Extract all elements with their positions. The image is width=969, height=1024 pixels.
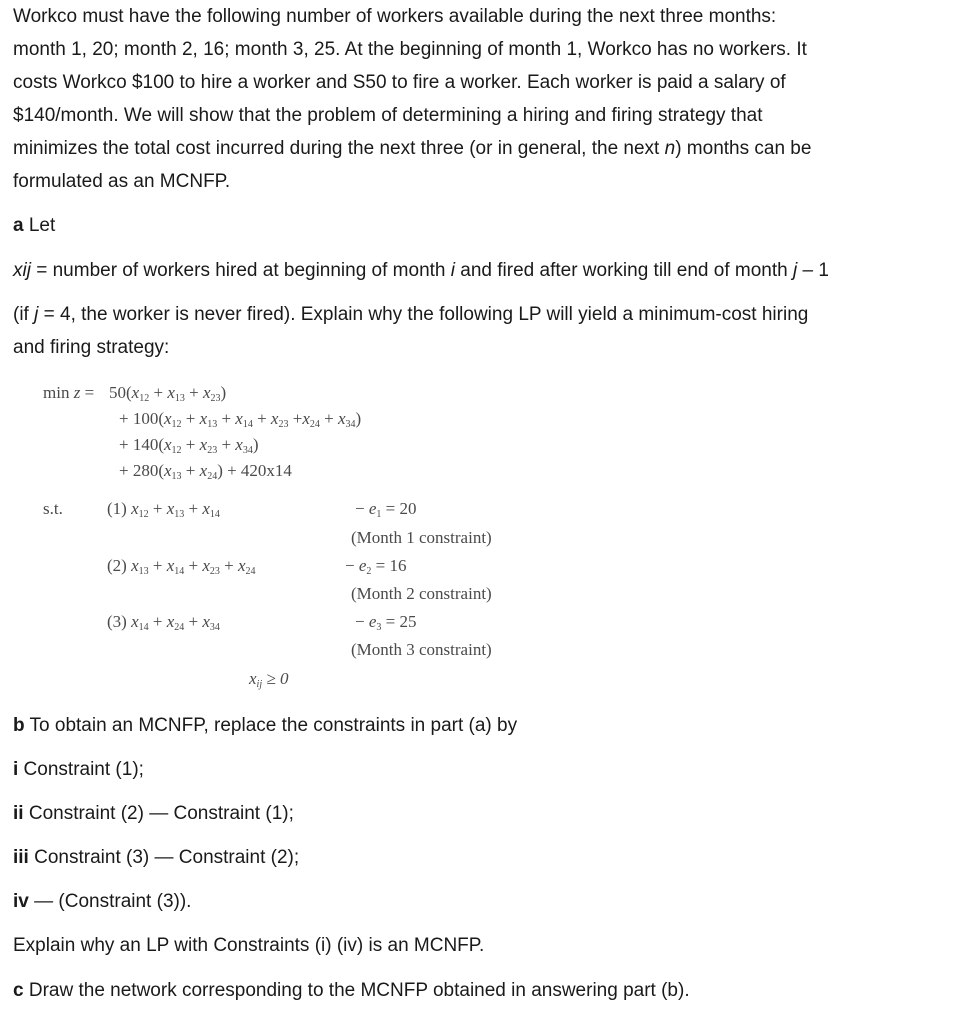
lp-st-label: s.t. xyxy=(43,499,63,518)
part-b-explain: Explain why an LP with Constraints (i) (iv) is an MCNFP. xyxy=(13,935,485,956)
part-a-line-2: (if j = 4, the worker is never fired). Explain why the following LP will yield a minimum-cost hiring xyxy=(13,304,809,325)
part-b-item-ii: ii Constraint (2) — Constraint (1); xyxy=(13,803,294,824)
constraint-1-note: (Month 1 constraint) xyxy=(351,528,492,547)
part-c-heading: c Draw the network corresponding to the MCNFP obtained in answering part (b). xyxy=(13,980,690,1001)
part-a-label: a xyxy=(13,215,24,236)
intro-line-3: costs Workco $100 to hire a worker and S50 to fire a worker. Each worker is paid a salary of xyxy=(13,72,786,93)
constraint-1-rhs: − $e_1 = 20$ xyxy=(355,499,417,520)
lp-objective-term-4: + $280(x_{13} + x_{24}) + 420x14$ xyxy=(119,461,292,482)
intro-line-6: formulated as an MCNFP. xyxy=(13,171,231,192)
constraint-3-note: (Month 3 constraint) xyxy=(351,640,492,659)
constraint-2-note: (Month 2 constraint) xyxy=(351,584,492,603)
constraint-3-rhs: − $e_3 = 25$ xyxy=(355,612,417,633)
lp-objective-term-1: $50(x_{12} + x_{13} + x_{23})$ xyxy=(109,383,227,404)
intro-line-5: minimizes the total cost incurred during the next three (or in general, the next n) months can be xyxy=(13,138,812,159)
part-b-label: b xyxy=(13,715,25,736)
part-b-heading: b To obtain an MCNFP, replace the constraints in part (a) by xyxy=(13,715,518,736)
part-b-item-i: i Constraint (1); xyxy=(13,759,144,780)
part-b-item-iii: iii Constraint (3) — Constraint (2); xyxy=(13,847,300,868)
part-c-label: c xyxy=(13,980,24,1001)
constraint-2-lhs: (2) $x_{13} + x_{14} + x_{23} + x_{24}$ xyxy=(107,556,256,577)
part-a-heading: a Let xyxy=(13,215,56,236)
part-a-definition: xij = number of workers hired at beginning of month i and fired after working till end of month j – 1 xyxy=(13,260,829,281)
part-b-item-iv: iv — (Constraint (3)). xyxy=(13,891,192,912)
intro-line-2: month 1, 20; month 2, 16; month 3, 25. At the beginning of month 1, Workco has no workers. It xyxy=(13,39,807,60)
constraint-1-lhs: (1) $x_{12} + x_{13} + x_{14}$ xyxy=(107,499,220,520)
nonnegativity-constraint: $x_{ij} \ge 0$ xyxy=(249,669,289,690)
lp-objective-label: min z = xyxy=(43,383,95,402)
lp-objective-term-3: + $140(x_{12} + x_{23} + x_{34})$ xyxy=(119,435,259,456)
intro-line-4: $140/month. We will show that the problem of determining a hiring and firing strategy that xyxy=(13,105,763,126)
part-a-line-3: and firing strategy: xyxy=(13,337,170,358)
intro-line-1: Workco must have the following number of workers available during the next three months: xyxy=(13,6,777,27)
constraint-2-rhs: − $e_2 = 16$ xyxy=(345,556,407,577)
constraint-3-lhs: (3) $x_{14} + x_{24} + x_{34}$ xyxy=(107,612,220,633)
lp-objective-term-2: + $100(x_{12} + x_{13} + x_{14} + x_{23} +x_{24} + x_{34})$ xyxy=(119,409,362,430)
